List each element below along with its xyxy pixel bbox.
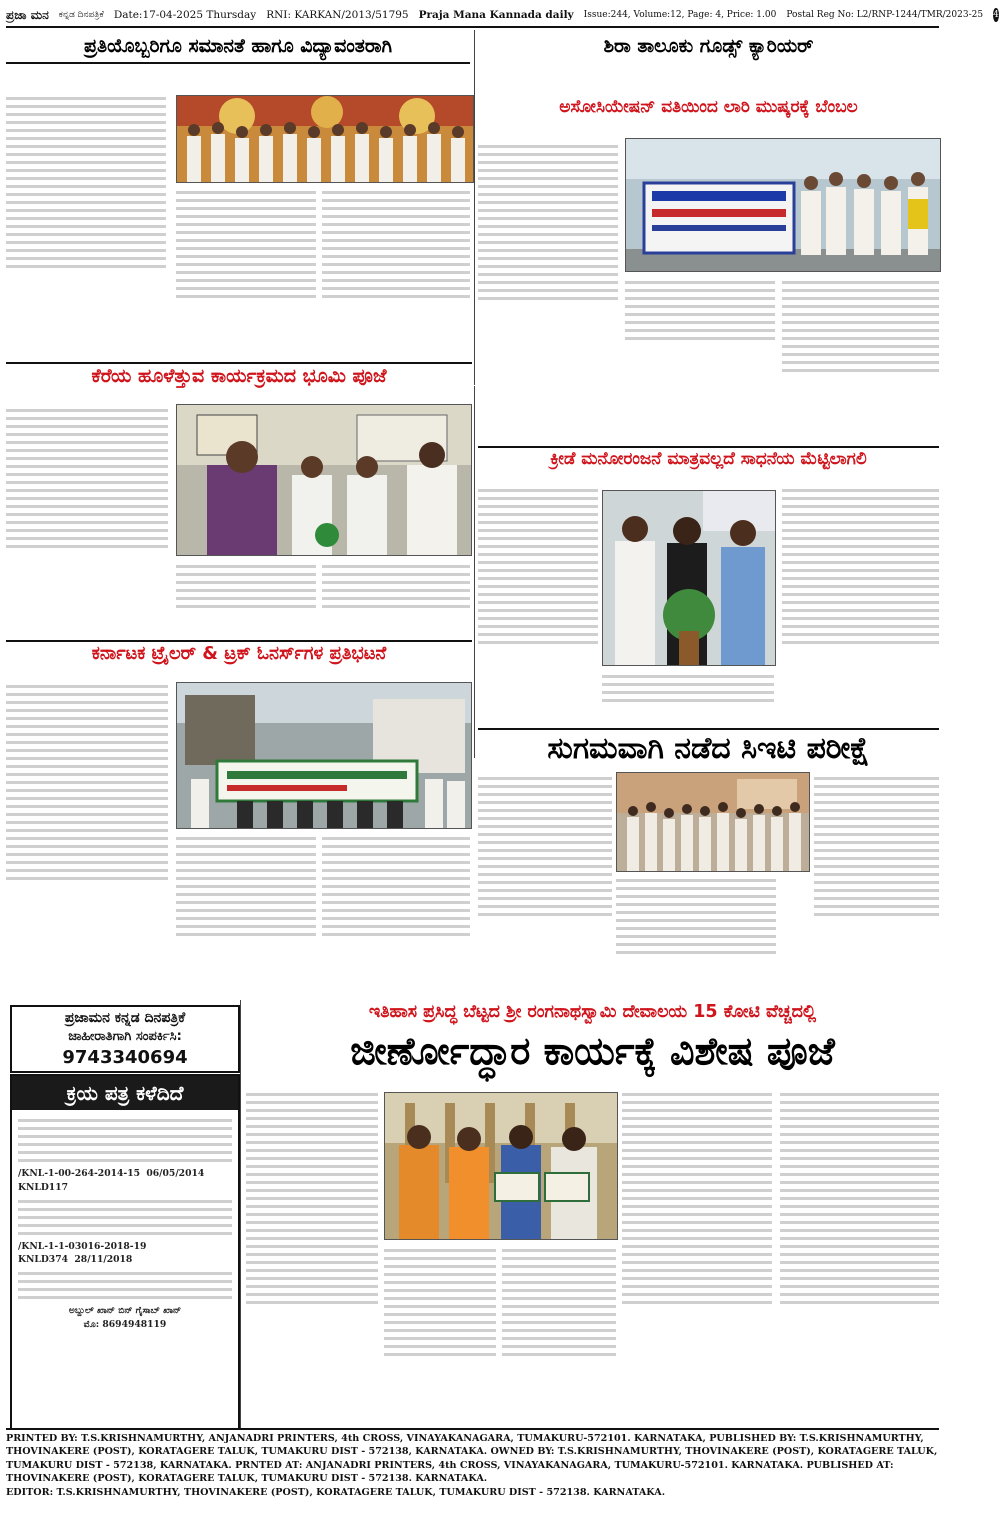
deed-ref-2: KNLD117: [18, 1181, 68, 1193]
story-lake-headline: ಕೆರೆಯ ಹೂಳೆತ್ತುವ ಕಾರ್ಯಕ್ರಮದ ಭೂಮಿ ಪೂಜೆ: [91, 365, 387, 387]
ad-contact-title: ಪ್ರಜಾಮನ ಕನ್ನಡ ದಿನಪತ್ರಿಕೆ: [64, 1010, 186, 1026]
ad-advertiser-phone: ಮೊ: 8694948119: [83, 1318, 167, 1330]
deed-ref-3: /KNL-1-1-03016-2018-19: [18, 1240, 147, 1252]
story-equality-headline: ಪ್ರತಿಯೊಬ್ಬರಿಗೂ ಸಮಾನತೆ ಹಾಗೂ ವಿದ್ಯಾವಂತರಾಗಿ: [84, 35, 392, 57]
story-sports-col1: [478, 484, 598, 732]
story-lorry-col2: [625, 276, 775, 388]
imprint-line-1: PRINTED BY: T.S.KRISHNAMURTHY, ANJANADRI PRINTERS, 4th CROSS, VINAYAKANAGARA, TUMAKURU-572101. KARNATAKA, PUBLISHED BY: T.S.KRISHNAMURTHY, THOVINAKERE (POST), KORATAGERE TALUK, TUMAKURU DIST - 572138, KARNATAKA. OWNED BY: T.S.KRISHNAMURTHY, THOVINAKERE (POST), KORATAGERE TALUK, TUMAKURU DIST - 572138, KARNATAKA. PRNTED AT: ANJANADRI PRINTERS, 4th CROSS, VINAYAKANAGARA, TUMAKURU-572101. KARNATAKA. PUBLISHED AT: THOVINAKERE (POST), KORATAGERE TALUK, TUMAKURU DIST - 572138. KARNATAKA.: [6, 1433, 938, 1485]
column-divider: [474, 386, 475, 758]
story-trailer-col3: [322, 832, 470, 992]
story-temple-col3: [502, 1244, 616, 1424]
deed-ref-1: /KNL-1-00-264-2014-15: [18, 1168, 140, 1179]
story-lorry-col1: [478, 140, 618, 390]
issue-info: Issue:244, Volume:12, Page: 4, Price: 1.00: [583, 10, 777, 20]
postal-reg: Postal Reg No: L2/RNP-1244/TMR/2023-25: [786, 10, 984, 20]
story-temple-headline-2: ಜೀರ್ಣೋದ್ಧಾರ ಕಾರ್ಯಕ್ಕೆ ವಿಶೇಷ ಪೂಜೆ: [350, 1029, 835, 1073]
ad-lost-deed-box: [10, 1074, 240, 1430]
story-trailer-headline: ಕರ್ನಾಟಕ ಟ್ರೈಲರ್ & ಟ್ರಕ್ ಓನರ್ಸ್‌ಗಳ ಪ್ರತಿಭಟನೆ: [91, 643, 387, 664]
column-divider: [474, 30, 475, 385]
ad-contact-box: [10, 1005, 240, 1073]
story-sports-photo: [602, 490, 776, 666]
ad-lost-deed-title: ಕ್ರಯ ಪತ್ರ ಕಳೆದಿದೆ: [12, 1076, 238, 1110]
story-temple-col1: [246, 1088, 378, 1424]
story-temple-headline-1: ಇತಿಹಾಸ ಪ್ರಸಿದ್ಧ ಬೆಟ್ಟದ ಶ್ರೀ ರಂಗನಾಥಸ್ವಾಮಿ ದೇವಾಲಯ 15 ಕೋಟಿ ವೆಚ್ಚದಲ್ಲಿ: [368, 1002, 817, 1022]
story-sports-col2: [602, 670, 774, 732]
deed-date-2: 28/11/2018: [74, 1254, 133, 1266]
story-lake-col2: [176, 560, 316, 640]
story-lorry-col3: [782, 276, 939, 444]
imprint-footer: [6, 1428, 939, 1499]
story-cet-col1: [478, 772, 612, 998]
story-temple-col2: [384, 1244, 496, 1424]
story-sports-headline: ಕ್ರೀಡೆ ಮನೋರಂಜನೆ ಮಾತ್ರವಲ್ಲದೆ ಸಾಧನೆಯ ಮೆಟ್ಟಿಲಾಗಲಿ: [550, 449, 867, 469]
story-cet-col3: [814, 772, 939, 998]
divider: [6, 62, 470, 64]
paper-subtitle: ಕನ್ನಡ ದಿನಪತ್ರಿಕೆ: [58, 10, 104, 20]
deed-ref-4: KNLD374: [18, 1254, 68, 1266]
divider: [478, 446, 939, 448]
ad-lost-deed-body: [12, 1110, 238, 1336]
story-lake-col1: [6, 404, 168, 632]
ad-contact-phone: 9743340694: [62, 1047, 188, 1068]
story-cet-col2: [616, 874, 776, 998]
story-cet-photo: [616, 772, 810, 872]
story-equality-col3: [322, 186, 470, 364]
rni-number: RNI: KARKAN/2013/51795: [266, 9, 409, 21]
column-divider: [240, 1000, 241, 1428]
story-temple-col4: [622, 1088, 772, 1424]
story-lake-col3: [322, 560, 470, 640]
story-equality-photo: [176, 95, 474, 183]
story-trailer-col1: [6, 680, 168, 992]
imprint-line-2: EDITOR: T.S.KRISHNAMURTHY, THOVINAKERE (POST), KORATAGERE TALUK, TUMAKURU DIST - 572138. KARNATAKA.: [6, 1486, 666, 1498]
divider: [6, 362, 472, 364]
story-temple-col5: [780, 1088, 939, 1424]
issue-date: Date:17-04-2025 Thursday: [113, 9, 257, 21]
story-lake-photo: [176, 404, 472, 556]
story-equality-col2: [176, 186, 316, 364]
story-temple-photo: [384, 1092, 618, 1240]
story-cet-headline: ಸುಗಮವಾಗಿ ನಡೆದ ಸಿಇಟಿ ಪರೀಕ್ಷೆ: [547, 731, 870, 766]
paper-name: ಪ್ರಜಾ ಮನ: [6, 7, 49, 22]
story-trailer-photo: [176, 682, 472, 829]
masthead-bar: [6, 4, 999, 28]
deed-date-1: 06/05/2014: [146, 1168, 205, 1179]
page-number-badge: 4: [993, 10, 999, 20]
story-lorry-headline-1: ಶಿರಾ ತಾಲೂಕು ಗೂಡ್ಸ್ ಕ್ಯಾರಿಯರ್: [603, 35, 814, 57]
ad-contact-line: ಜಾಹೀರಾತಿಗಾಗಿ ಸಂಪರ್ಕಿಸಿ:: [68, 1029, 182, 1044]
ad-advertiser: ಅಬ್ದುಲ್ ಖಾನ್ ಬಿನ್ ಗೈಸಾಬ್ ಖಾನ್: [68, 1305, 182, 1317]
story-equality-col1: [6, 92, 166, 380]
story-trailer-col2: [176, 832, 316, 992]
story-lorry-headline-2: ಅಸೋಸಿಯೇಷನ್ ವತಿಯಿಂದ ಲಾರಿ ಮುಷ್ಕರಕ್ಕೆ ಬೆಂಬಲ: [559, 97, 858, 117]
story-lorry-photo: [625, 138, 941, 272]
paper-name-en: Praja Mana Kannada daily: [418, 9, 574, 21]
divider: [478, 728, 939, 730]
story-sports-col3: [782, 484, 939, 732]
divider: [6, 640, 472, 642]
